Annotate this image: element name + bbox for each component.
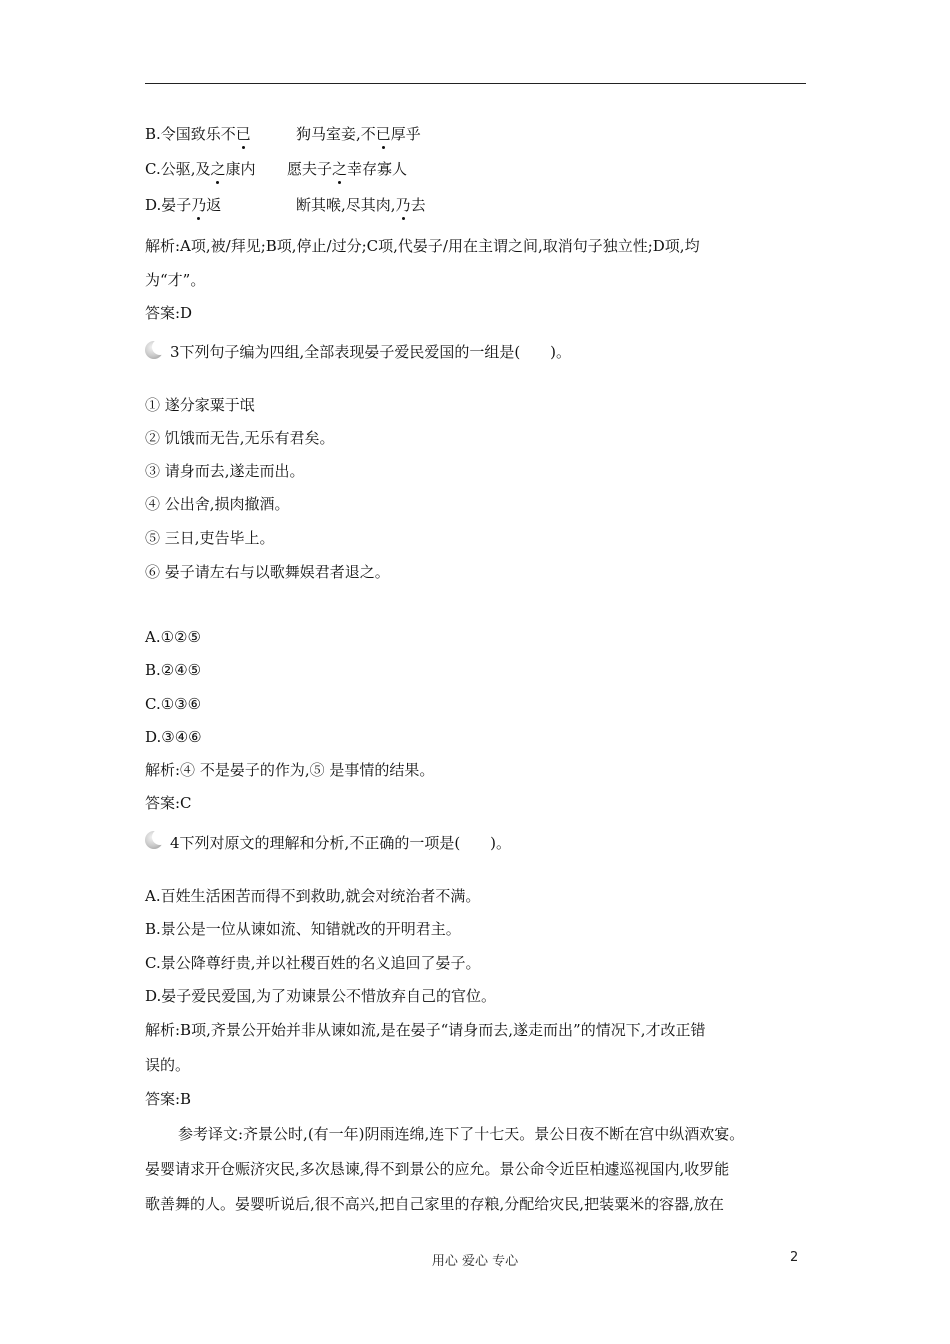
q3-item: ⑥ 晏子请左右与以歌舞娱君者退之。 [145,563,390,581]
emphasis-dot-char: 乃 [395,196,411,214]
question-3-stem: 3下列句子编为四组,全部表现晏子爱民爱国的一组是( )。 [170,343,572,361]
emphasis-dot-char: 已 [375,125,391,143]
option-c-right: 愿夫子之幸存寡人 [287,160,408,178]
translation-line3: 歌善舞的人。晏婴听说后,很不高兴,把自己家里的存粮,分配给灾民,把装粟米的容器,放在 [145,1195,724,1213]
q4-option: A.百姓生活困苦而得不到救助,就会对统治者不满。 [145,887,481,905]
q4-option: D.晏子爱民爱国,为了劝谏景公不惜放弃自己的官位。 [145,987,497,1005]
header-rule [145,83,806,84]
translation-line2: 晏婴请求开仓赈济灾民,多次恳谏,得不到景公的应允。景公命令近臣柏遽巡视国内,收罗能 [145,1160,730,1178]
q3-option: A.①②⑤ [145,628,201,646]
q3-option: C.①③⑥ [145,695,202,713]
q3-item: ② 饥饿而无告,无乐有君矣。 [145,429,335,447]
question-marker-icon [145,829,169,851]
emphasis-dot-char: 之 [210,160,226,178]
analysis-prev-line2: 为“才”。 [145,271,206,289]
option-c-left: C.公驱,及之康内 [145,160,256,178]
emphasis-dot-char: 已 [235,125,251,143]
option-b-right: 狗马室妾,不已厚乎 [296,125,421,143]
q3-item: ③ 请身而去,遂走而出。 [145,462,305,480]
option-d-right: 断其喉,尽其肉,乃去 [296,196,426,214]
translation-line1: 参考译文:齐景公时,(有一年)阴雨连绵,连下了十七天。景公日夜不断在宫中纵酒欢宴。 [178,1125,745,1143]
q4-option: C.景公降尊纡贵,并以社稷百姓的名义追回了晏子。 [145,954,481,972]
footer-slogan: 用心 爱心 专心 [431,1254,519,1269]
emphasis-dot-char: 乃 [191,196,207,214]
q4-analysis-line1: 解析:B项,齐景公开始并非从谏如流,是在晏子“请身而去,遂走而出”的情况下,才改正错 [145,1021,706,1039]
q4-analysis-line2: 误的。 [145,1056,191,1074]
option-b-left: B.令国致乐不已 [145,125,251,143]
q3-option: B.②④⑤ [145,661,202,679]
emphasis-dot-char: 之 [332,160,348,178]
option-d-left: D.晏子乃返 [145,196,222,214]
question-4-stem: 4下列对原文的理解和分析,不正确的一项是( )。 [170,834,512,852]
page-number: 2 [790,1250,799,1265]
q3-option: D.③④⑥ [145,728,202,746]
q3-item: ⑤ 三日,吏告毕上。 [145,529,275,547]
q3-item: ① 遂分家粟于氓 [145,396,255,414]
q3-item: ④ 公出舍,损肉撤酒。 [145,495,290,513]
analysis-prev-line1: 解析:A项,被/拜见;B项,停止/过分;C项,代晏子/用在主谓之间,取消句子独立性;D项,均 [145,237,700,255]
q4-option: B.景公是一位从谏如流、知错就改的开明君主。 [145,920,461,938]
question-marker-icon [145,339,169,361]
q3-answer: 答案:C [145,794,192,812]
answer-prev: 答案:D [145,304,193,322]
q3-analysis: 解析:④ 不是晏子的作为,⑤ 是事情的结果。 [145,761,435,779]
q4-answer: 答案:B [145,1090,192,1108]
